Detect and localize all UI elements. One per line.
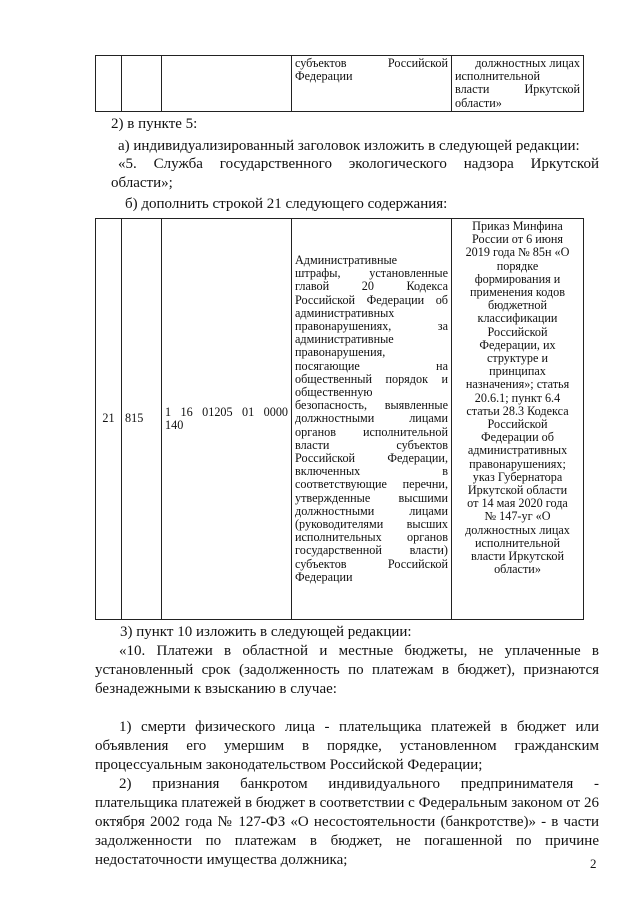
legal-basis-line: должностных лицах — [465, 522, 570, 537]
legal-basis-line: власти Иркутской — [471, 549, 564, 564]
legal-basis-line: Федерации об — [481, 430, 554, 445]
quoted-heading-line2: области»; — [111, 175, 173, 191]
payment-name-line: должностными лицами — [295, 504, 448, 518]
paragraph-item-3: 3) пункт 10 изложить в следующей редакции: — [120, 624, 412, 640]
row-21-table — [95, 218, 584, 620]
payment-name-line: административные — [295, 332, 394, 347]
payment-name-line: штрафы, установленные — [295, 267, 448, 281]
legal-basis-line: от 14 мая 2020 года — [467, 496, 568, 511]
legal-basis-line: классификации — [477, 311, 558, 326]
payment-name-line: общественную — [295, 384, 373, 399]
legal-basis-line: указ Губернатора — [472, 469, 563, 484]
legal-basis-line: 2019 года № 85н «О — [465, 245, 570, 260]
table-row — [96, 219, 584, 620]
payment-name-line: (руководителями высших — [295, 518, 448, 532]
legal-basis-line: исполнительной — [474, 535, 561, 550]
legal-basis-line: Федерации, их — [479, 337, 556, 352]
legal-basis-line: структуре и — [486, 351, 548, 366]
legal-basis-line: принципах — [489, 364, 546, 379]
legal-basis-line: назначения»; статья — [465, 377, 570, 392]
page-number: 2 — [590, 856, 597, 871]
legal-basis-line: Приказ Минфина — [472, 219, 563, 233]
payment-name-line: органов исполнительной — [295, 425, 448, 439]
legal-basis-line: области» — [494, 562, 541, 577]
table-cell-name — [292, 56, 452, 112]
payment-name-line: общественный порядок и — [295, 372, 448, 386]
payment-name-line: правонарушениях, за — [295, 319, 448, 333]
payment-name-line: безопасность, выявленные — [295, 399, 448, 413]
paragraph-subitem-b: б) дополнить строкой 21 следующего содержания: — [125, 196, 448, 212]
payment-name-line: включенных в — [295, 465, 448, 479]
admin-code-cell: 815 — [122, 219, 162, 620]
quoted-heading-line1: «5. Служба государственного экологического надзора Иркутской — [118, 156, 599, 172]
legal-basis-line: статьи 28.3 Кодекса — [466, 403, 569, 418]
payment-name-line: Российской Федерации об — [295, 293, 448, 307]
cell-text: Федерации — [295, 69, 353, 84]
cell-text: области» — [455, 95, 502, 110]
cell-text: власти Иркутской — [455, 83, 580, 97]
payment-name-line: утвержденные высшими — [295, 491, 448, 505]
paragraph-subitem-a: а) индивидуализированный заголовок изложить в следующей редакции: — [118, 138, 580, 154]
paragraph-item-2: 2) в пункте 5: — [111, 116, 198, 132]
cell-text: исполнительной — [455, 69, 541, 84]
legal-basis-line: формирования и — [474, 271, 561, 286]
table-cell — [96, 56, 122, 112]
legal-basis-line: России от 6 июня — [472, 232, 563, 247]
paragraph-point-10: «10. Платежи в областной и местные бюджеты, не уплаченные в установленный срок (задолженность по платежам в бюджет), признаются безнадежными к взысканию в случае: — [95, 643, 599, 697]
table-cell-basis — [452, 56, 584, 112]
payment-name-line: государственной власти) — [295, 544, 448, 558]
legal-basis-line: № 147-уг «О — [484, 509, 551, 524]
legal-basis-line: Российской — [487, 324, 548, 339]
cell-text: субъектов Российской — [295, 57, 448, 70]
table-cell — [162, 56, 292, 112]
payment-name-line: субъектов Российской — [295, 557, 448, 571]
legal-basis-line: порядке — [496, 258, 539, 273]
payment-name-cell — [292, 219, 452, 620]
legal-basis-line: Российской — [487, 417, 548, 432]
kbk-cell — [162, 219, 292, 620]
cell-text: должностных лицах — [475, 56, 580, 70]
kbk-line-1: 1 16 01205 01 0000 — [165, 405, 288, 419]
payment-name-line: правонарушения, — [295, 345, 386, 360]
table-cell — [122, 56, 162, 112]
paragraph-subpoint-1: 1) смерти физического лица - плательщика платежей в бюджет или объявления его умершим в порядке, установленном гражданским процессуальным законодательством Российской Федерации; — [95, 719, 599, 773]
payment-name-line: административных — [295, 305, 395, 320]
payment-name-line: Административные — [295, 252, 398, 267]
legal-basis-cell — [452, 219, 584, 620]
payment-name-line: соответствующие перечни, — [295, 478, 448, 492]
top-table-fragment — [95, 55, 584, 112]
legal-basis-line: Иркутской области — [467, 483, 568, 498]
payment-name-line: Федерации — [295, 569, 353, 584]
payment-name-line: главой 20 Кодекса — [295, 280, 448, 294]
payment-name-line: должностными лицами — [295, 412, 448, 426]
table-row — [96, 56, 584, 112]
legal-basis-line: административных — [467, 443, 568, 458]
kbk-line-2: 140 — [165, 418, 184, 432]
payment-name-line: посягающие на — [295, 359, 448, 373]
payment-name-line: Российской Федерации, — [295, 452, 448, 465]
payment-name-line: власти субъектов — [295, 438, 448, 452]
payment-name-line: исполнительных органов — [295, 531, 448, 545]
row-number-cell: 21 — [96, 219, 122, 620]
paragraph-subpoint-2: 2) признания банкротом индивидуального предпринимателя - плательщика платежей в бюджет в соответствии с Федеральным законом от 26 октября 2002 года № 127-ФЗ «О несостоятельности (банкротстве)» - в части задолженности по платежам в бюджет, не погашенной по причине недостаточности имущества должника; — [95, 776, 599, 868]
legal-basis-line: бюджетной — [487, 298, 548, 313]
legal-basis-line: правонарушениях; — [469, 456, 566, 471]
legal-basis-line: применения кодов — [470, 285, 565, 300]
legal-basis-line: 20.6.1; пункт 6.4 — [474, 390, 561, 405]
